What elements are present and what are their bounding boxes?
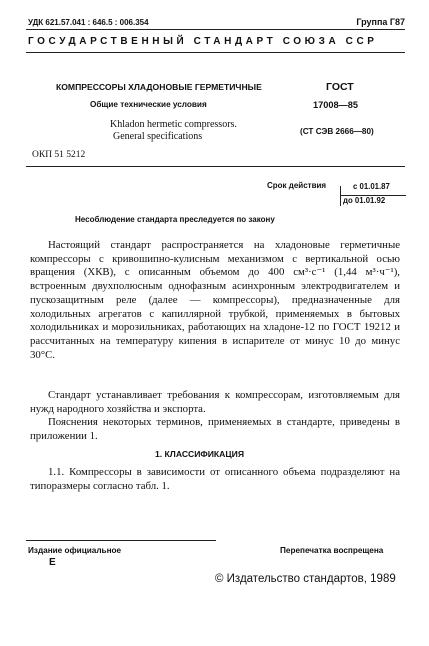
paragraph-terms: Пояснения некоторых терминов, применяемых в стандарте, приведены в приложении 1.	[30, 416, 400, 442]
copyright-notice: © Издательство стандартов, 1989	[215, 573, 396, 585]
okp-code: ОКП 51 5212	[32, 150, 86, 160]
document-subtitle: Общие технические условия	[90, 100, 207, 109]
legal-notice: Несоблюдение стандарта преследуется по закону	[75, 215, 275, 224]
section-heading: 1. КЛАССИФИКАЦИЯ	[155, 449, 245, 459]
group-code: Группа Г87	[356, 17, 405, 27]
english-title: Khladon hermetic compressors.	[110, 119, 237, 130]
top-rule	[26, 29, 405, 30]
footer-rule	[26, 540, 216, 541]
paragraph-scope: Настоящий стандарт распространяется на хладоновые герметичные компрессоры с кривошипно-кулисным механизмом с вертикальной осью вращения (ХКВ), с описанным объемом до 400 см³·с⁻¹ (1,44 м³·ч⁻¹), встроенным двухполюсным однофазным асинхронным электродвигателем и пускозащитным реле (далее — компрессоры), предназначенные для холодильных агрегатов с капиллярной трубкой, применяемых в бытовых холодильниках и морозильниках, работающих на хладоне-12 по ГОСТ 19212 и рассчитанных на температуру кипения в испарителе от минус 10 до минус 30°С.	[30, 239, 400, 361]
validity-bracket	[340, 186, 341, 206]
gost-number: 17008—85	[313, 100, 358, 110]
validity-from: с 01.01.87	[353, 182, 390, 191]
validity-label: Срок действия	[267, 181, 327, 190]
english-subtitle: General specifications	[113, 131, 203, 142]
document-title: КОМПРЕССОРЫ ХЛАДОНОВЫЕ ГЕРМЕТИЧНЫЕ	[56, 82, 262, 92]
paragraph-classification: 1.1. Компрессоры в зависимости от описанного объема подразделяют на типоразмеры согласно табл. 1.	[30, 466, 400, 492]
reprint-notice: Перепечатка воспрещена	[280, 546, 384, 555]
udk-code: УДК 621.57.041 : 646.5 : 006.354	[28, 18, 149, 27]
validity-to: до 01.01.92	[343, 196, 386, 205]
state-standard-banner: ГОСУДАРСТВЕННЫЙ СТАНДАРТ СОЮЗА ССР	[28, 36, 378, 47]
banner-rule	[26, 52, 405, 53]
edition-label: Издание официальное	[28, 546, 122, 555]
gost-label: ГОСТ	[326, 81, 354, 93]
okp-rule	[26, 166, 405, 167]
edition-letter: Е	[49, 557, 56, 568]
st-sev-reference: (СТ СЭВ 2666—80)	[300, 127, 374, 136]
paragraph-requirements: Стандарт устанавливает требования к компрессорам, изготовляемым для нужд народного хозяйства и экспорта.	[30, 389, 400, 415]
